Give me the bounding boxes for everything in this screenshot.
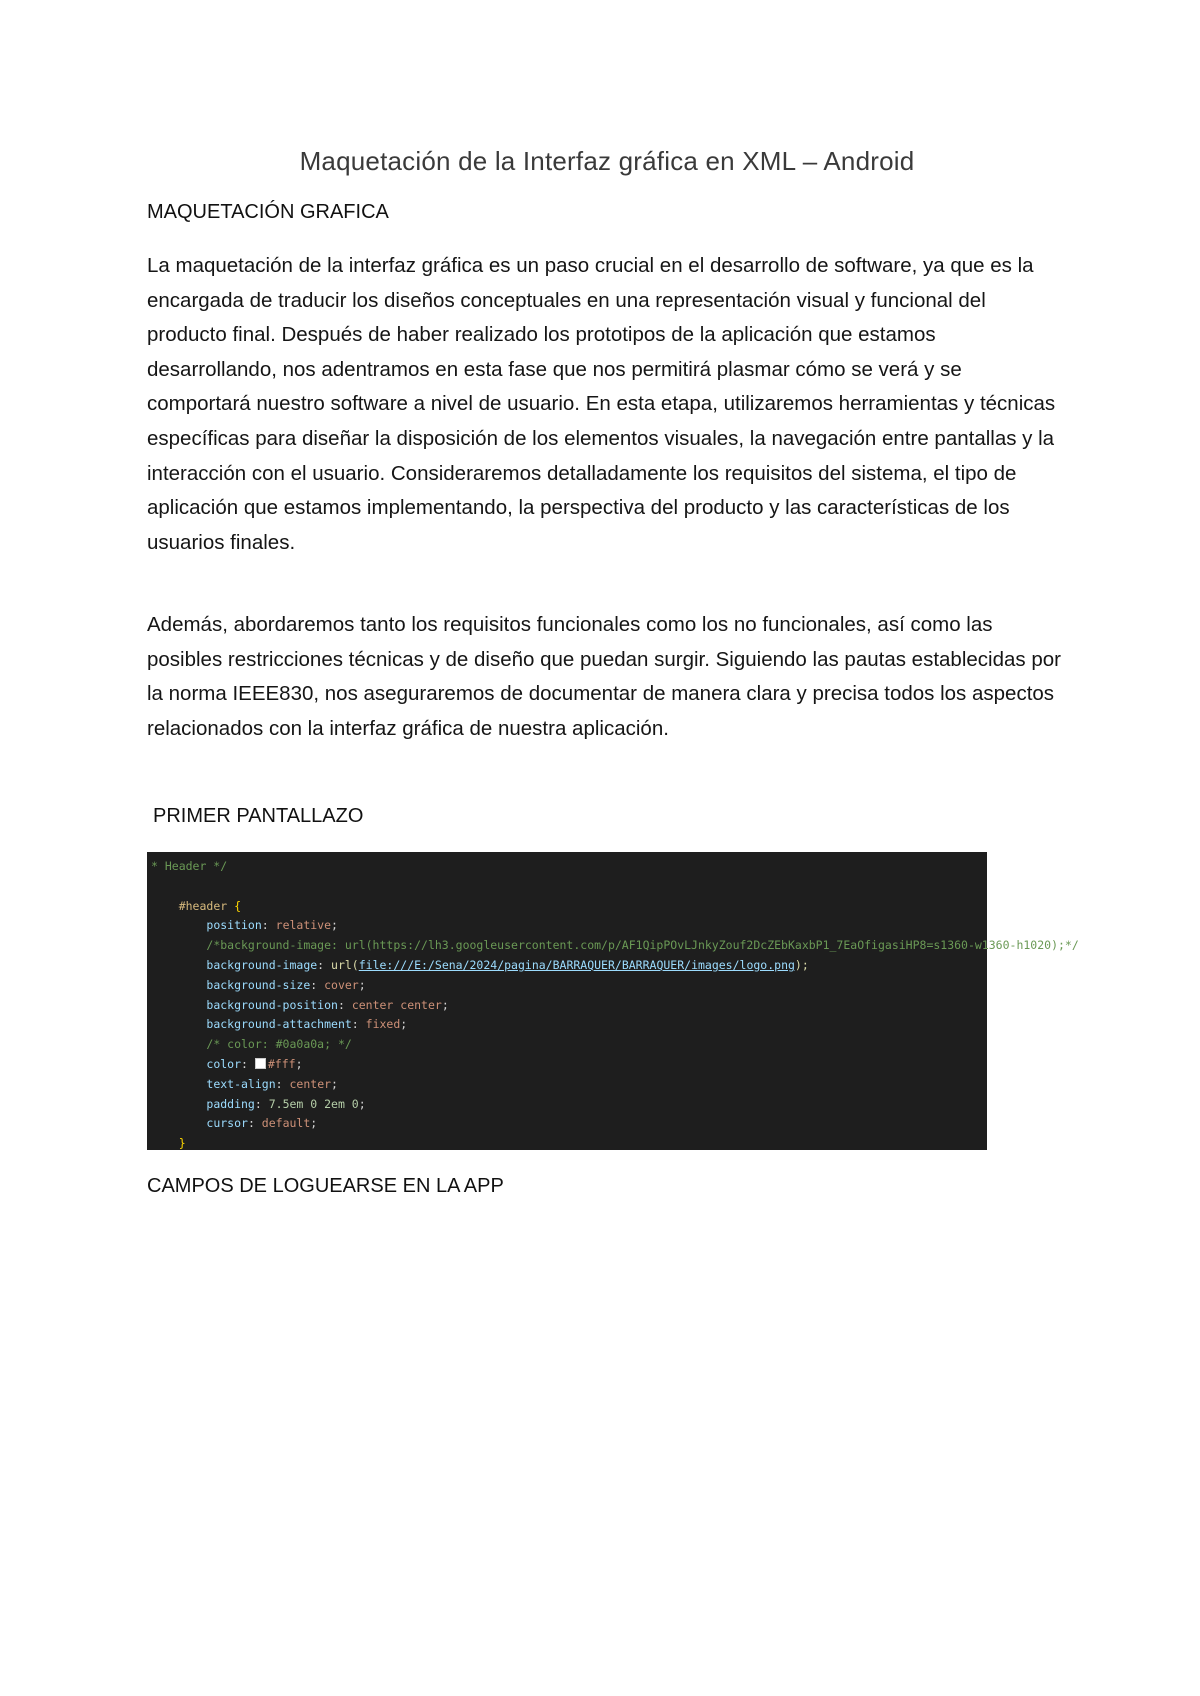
- code-line: [151, 877, 987, 897]
- code-comment: /* color: #0a0a0a; */: [206, 1037, 352, 1052]
- code-line: background-attachment: fixed;: [206, 1017, 408, 1032]
- code-value: #fff: [267, 1056, 296, 1071]
- code-property: background-image: [206, 957, 318, 972]
- code-property: color: [206, 1056, 242, 1071]
- code-line: background-size: cover;: [206, 977, 366, 992]
- color-swatch-icon[interactable]: [255, 1058, 266, 1069]
- code-line: [151, 857, 987, 877]
- code-url-link[interactable]: file:///E:/Sena/2024/pagina/BARRAQUER/BARRAQUER/images/logo.png: [358, 957, 795, 972]
- code-line: background-image: url(file:///E:/Sena/2024/pagina/BARRAQUER/BARRAQUER/images/logo.png);: [206, 957, 809, 972]
- code-function-close: );: [794, 957, 809, 972]
- code-property: text-align: [206, 1076, 276, 1091]
- code-line: [151, 897, 987, 917]
- code-line: text-align: center;: [206, 1076, 338, 1091]
- code-property: cursor: [206, 1116, 248, 1131]
- code-line: cursor: default;: [206, 1116, 318, 1131]
- code-line: color: #fff;: [206, 1056, 303, 1071]
- code-comment: /*background-image: url(https://lh3.googleusercontent.com/p/AF1QipPOvLJnkyZouf2DcZEbKaxbP1_7EaOfigasiHP8=s1360-w1360-h1020);*/: [206, 938, 1079, 953]
- code-selector: #header: [178, 898, 228, 913]
- code-function: url(: [331, 957, 359, 972]
- code-value: cover: [324, 977, 359, 992]
- code-line: [151, 1035, 987, 1055]
- code-property: background-size: [206, 977, 311, 992]
- code-comment: * Header */: [151, 859, 228, 873]
- code-value: center center: [351, 997, 442, 1012]
- code-property: background-position: [206, 997, 338, 1012]
- section-heading-primer-pantallazo: PRIMER PANTALLAZO: [153, 805, 364, 827]
- code-line: position: relative;: [206, 918, 338, 933]
- code-line: [151, 936, 1079, 956]
- code-line: background-position: center center;: [206, 997, 449, 1012]
- code-screenshot: [147, 852, 1079, 1151]
- code-value: relative: [275, 918, 332, 933]
- code-value: fixed: [365, 1017, 401, 1032]
- code-line: padding: 7.5em 0 2em 0;: [206, 1096, 366, 1111]
- code-brace: {: [227, 898, 242, 913]
- code-value: 7.5em 0 2em 0: [268, 1096, 359, 1111]
- paragraph-intro: La maquetación de la interfaz gráfica es un paso crucial en el desarrollo de software, ya que es la encargada de traducir los diseños conceptuales en una representación visual y funcional del producto final. Después de haber realizado los prototipos de la aplicación que estamos desarrollando, nos adentramos en esta fase que nos permitirá plasmar cómo se verá y se comportará nuestro software a nivel de usuario. En esta etapa, utilizaremos herramientas y técnicas específicas para diseñar la disposición de los elementos visuales, la navegación entre pantallas y la interacción con el usuario. Consideraremos detalladamente los requisitos del sistema, el tipo de aplicación que estamos implementando, la perspectiva del producto y las características de los usuarios finales.: [147, 254, 1056, 554]
- code-property: position: [206, 918, 262, 933]
- code-value: default: [261, 1116, 311, 1131]
- code-value: center: [289, 1076, 332, 1091]
- section-heading-campos-login: CAMPOS DE LOGUEARSE EN LA APP: [147, 1175, 504, 1197]
- code-property: padding: [206, 1096, 255, 1111]
- section-heading-maquetacion: MAQUETACIÓN GRAFICA: [147, 201, 389, 223]
- paragraph-requisitos: Además, abordaremos tanto los requisitos funcionales como los no funcionales, así como las posibles restricciones técnicas y de diseño que puedan surgir. Siguiendo las pautas establecidas por la norma IEEE830, nos aseguraremos de documentar de manera clara y precisa todos los aspectos relacionados con la interfaz gráfica de nuestra aplicación.: [147, 613, 1061, 740]
- code-property: background-attachment: [206, 1017, 352, 1032]
- code-line: [151, 1134, 987, 1154]
- code-brace: }: [178, 1136, 186, 1151]
- document-title: Maquetación de la Interfaz gráfica en XML – Android: [299, 146, 915, 176]
